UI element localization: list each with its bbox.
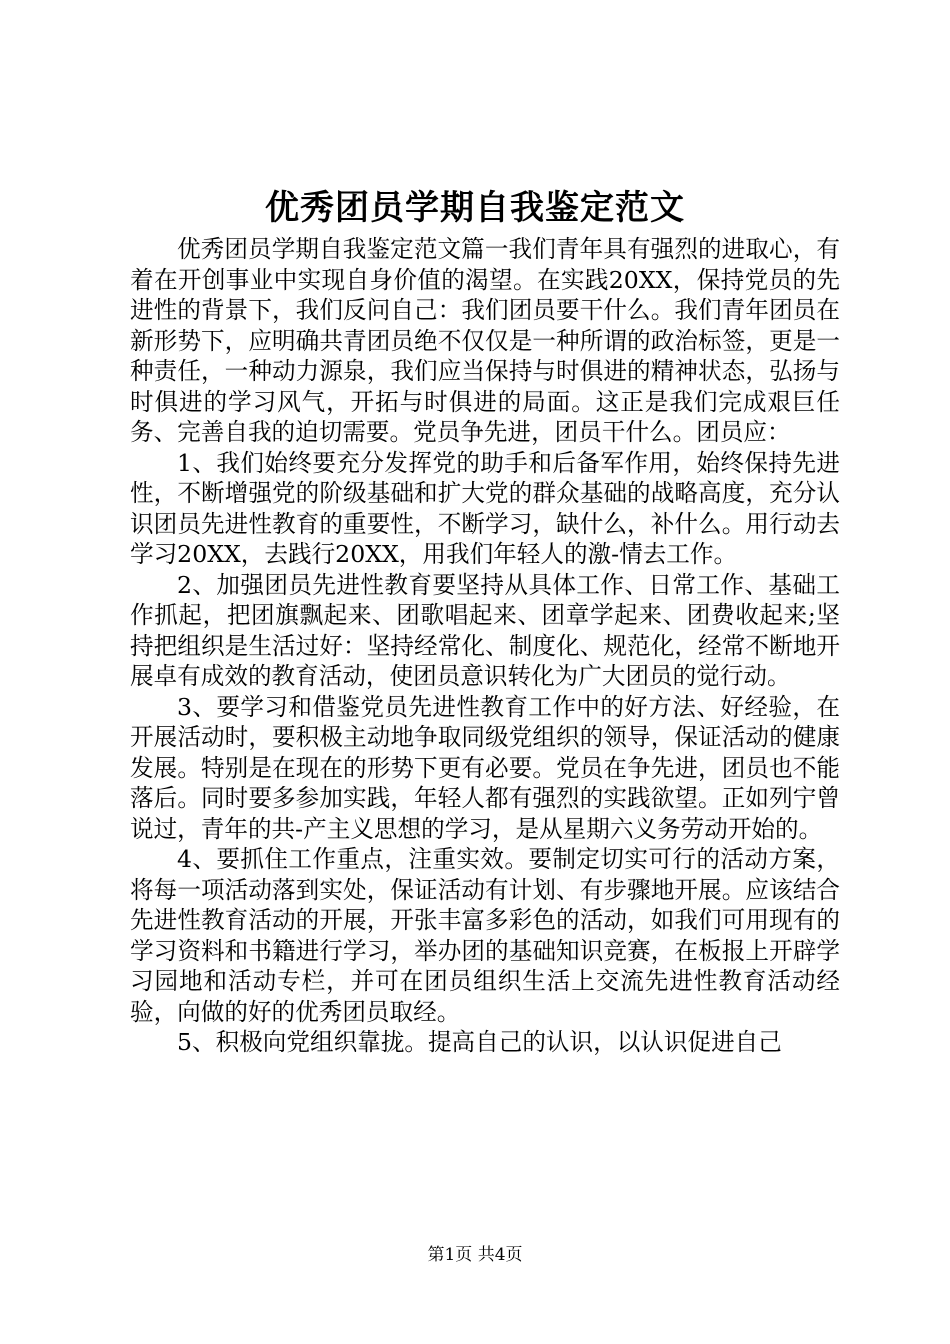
paragraph-intro: 优秀团员学期自我鉴定范文篇一我们青年具有强烈的进取心，有着在开创事业中实现自身价值的渴望。在实践20XX，保持党员的先进性的背景下，我们反问自己：我们团员要干什么。我们青年团员在新形势下，应明确共青团员绝不仅仅是一种所谓的政治标签，更是一种责任，一种动力源泉，我们应当保持与时俱进的精神状态，弘扬与时俱进的学习风气，开拓与时俱进的局面。这正是我们完成艰巨任务、完善自我的迫切需要。党员争先进，团员干什么。团员应： <box>130 235 840 446</box>
page-number-footer: 第1页 共4页 <box>427 1245 523 1265</box>
paragraph-item-5: 5、积极向党组织靠拢。提高自己的认识，以认识促进自己 <box>177 1028 782 1056</box>
document-body <box>130 234 840 1058</box>
paragraph-item-3: 3、要学习和借鉴党员先进性教育工作中的好方法、好经验，在开展活动时，要积极主动地争取同级党组织的领导，保证活动的健康发展。特别是在现在的形势下更有必要。党员在争先进，团员也不能落后。同时要多参加实践，年轻人都有强烈的实践欲望。正如列宁曾说过，青年的共-产主义思想的学习，是从星期六义务劳动开始的。 <box>130 692 840 843</box>
paragraph-item-4: 4、要抓住工作重点，注重实效。要制定切实可行的活动方案，将每一项活动落到实处，保证活动有计划、有步骤地开展。应该结合先进性教育活动的开展，开张丰富多彩色的活动，如我们可用现有的学习资料和书籍进行学习，举办团的基础知识竞赛，在板报上开辟学习园地和活动专栏，并可在团员组织生活上交流先进性教育活动经验，向做的好的优秀团员取经。 <box>130 845 840 1026</box>
document-title: 优秀团员学期自我鉴定范文 <box>265 188 685 228</box>
paragraph-item-1: 1、我们始终要充分发挥党的助手和后备军作用，始终保持先进性，不断增强党的阶级基础和扩大党的群众基础的战略高度，充分认识团员先进性教育的重要性，不断学习，缺什么，补什么。用行动去学习20XX，去践行20XX，用我们年轻人的激-情去工作。 <box>130 448 840 568</box>
paragraph-item-2: 2、加强团员先进性教育要坚持从具体工作、日常工作、基础工作抓起，把团旗飘起来、团歌唱起来、团章学起来、团费收起来;坚持把组织是生活过好：坚持经常化、制度化、规范化，经常不断地开展卓有成效的教育活动，使团员意识转化为广大团员的觉行动。 <box>130 570 840 690</box>
